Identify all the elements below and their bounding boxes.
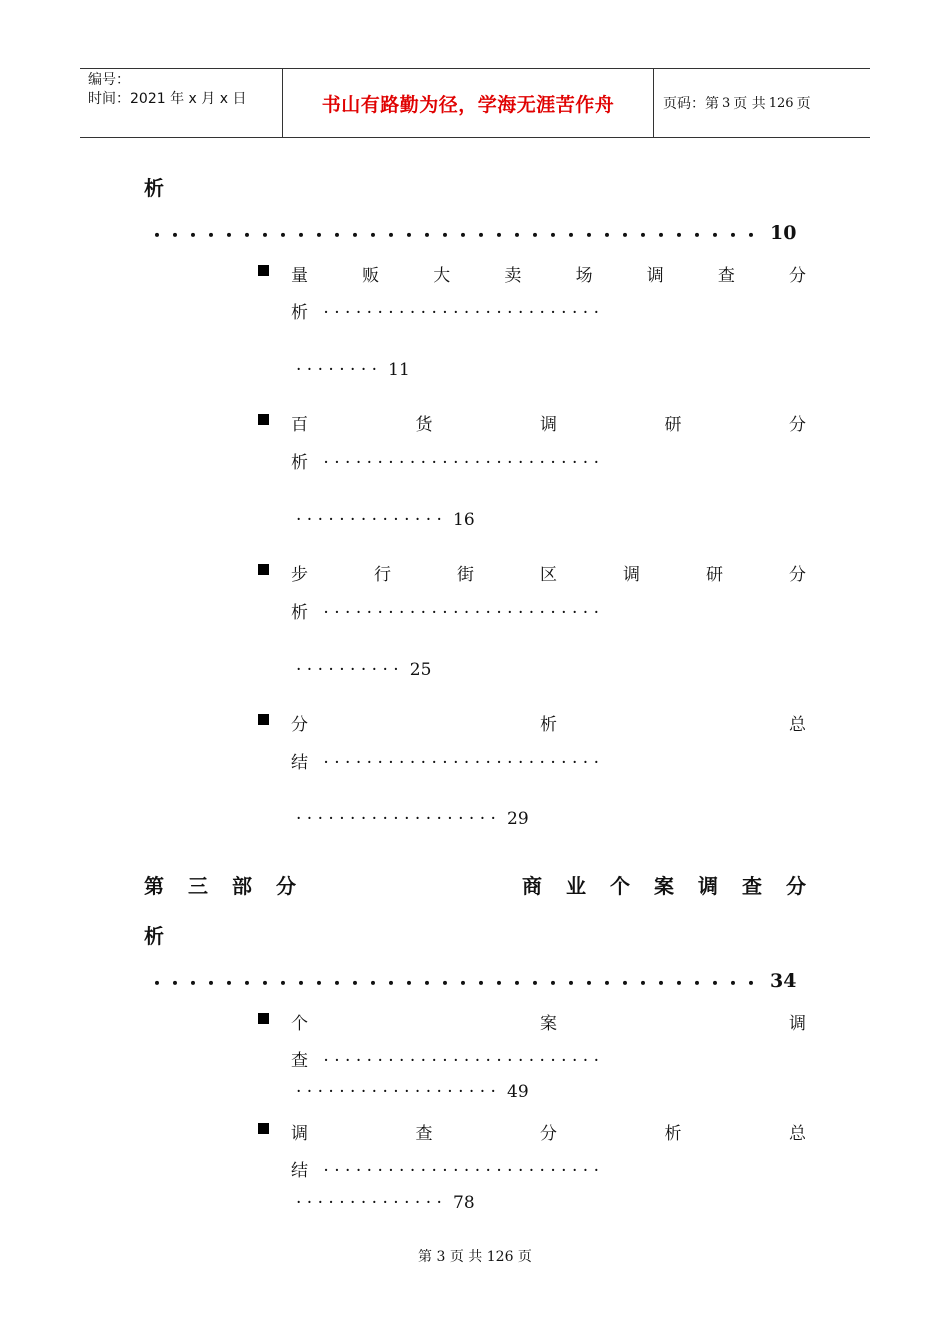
toc-char: 总 — [789, 1124, 806, 1144]
toc-char: 区 — [540, 565, 557, 585]
part3-title — [522, 870, 806, 899]
toc-item-4-line2 — [291, 748, 599, 773]
toc-char: 调 — [646, 266, 664, 286]
toc-char: 第 — [144, 874, 164, 898]
toc-char: 查 — [717, 266, 735, 286]
toc-char: 查 — [415, 1124, 433, 1144]
bullet-icon — [258, 1123, 269, 1134]
toc-char: 分 — [789, 415, 806, 435]
number-label: 编号： — [88, 72, 130, 88]
page-prefix: 页码：第 — [663, 96, 719, 112]
leader-dots: ・・・・・・・・・・・・・・・・・・・・・・・・・・・・・・・・・・ — [148, 226, 760, 247]
toc-char: 案 — [654, 874, 674, 898]
toc-char: 结 — [291, 1161, 308, 1181]
motto-text: 书山有路勤为径，学海无涯苦作舟 — [321, 93, 615, 116]
toc-char: 量 — [291, 266, 308, 286]
toc-char: 部 — [232, 874, 252, 898]
toc-char: 个 — [291, 1014, 308, 1034]
toc-part3-tail: 析 — [144, 924, 164, 948]
toc-item-2-line3 — [296, 510, 475, 530]
toc-char: 卖 — [504, 266, 522, 286]
bullet-icon — [258, 1013, 269, 1024]
toc-char: 调 — [698, 874, 718, 898]
toc-char: 个 — [610, 874, 630, 898]
toc-item-6-line1 — [291, 1119, 806, 1144]
toc-char: 析 — [291, 453, 308, 473]
toc-char: 三 — [188, 874, 208, 898]
leader-dots: · · · · · · · · · · · · · · · · · · · · · · · · · · — [323, 1051, 600, 1071]
page-footer: 第 3 页 共 126 页 — [418, 1249, 532, 1265]
toc-item-1-line3 — [296, 360, 410, 380]
page-suffix: 页 — [796, 96, 811, 112]
toc-char: 行 — [374, 565, 391, 585]
toc-item-1-line2 — [291, 298, 599, 323]
toc-item-5-line1 — [291, 1009, 806, 1034]
toc-char: 析 — [540, 715, 557, 735]
toc-char: 货 — [415, 415, 433, 435]
toc-char: 总 — [789, 715, 806, 735]
toc-char: 百 — [291, 415, 308, 435]
page-value: 3 — [722, 95, 731, 111]
time-text: 时间：2021 年 x 月 x 日 — [88, 91, 247, 107]
toc-char: 分 — [540, 1124, 557, 1144]
toc-char: 贩 — [362, 266, 380, 286]
bullet-icon — [258, 564, 269, 575]
toc-char: 分 — [291, 715, 308, 735]
leader-dots: · · · · · · · · · · · · · · · · · · · · · · · · · · — [323, 453, 600, 473]
toc-char: 分 — [788, 266, 806, 286]
toc-item-6-line2 — [291, 1156, 599, 1181]
toc-char: 查 — [742, 874, 762, 898]
page-mid: 页 共 — [733, 96, 766, 112]
toc-char: 调 — [540, 415, 557, 435]
bullet-icon — [258, 414, 269, 425]
leader-dots: · · · · · · · · · · · · · · · · · · · · · · · · · · — [323, 753, 600, 773]
leader-dots: · · · · · · · · · · — [296, 660, 399, 680]
toc-item-2-line2 — [291, 448, 599, 473]
toc-page-number: 25 — [409, 660, 432, 680]
leader-dots: · · · · · · · · · · · · · · · · · · · · · · · · · · — [323, 603, 600, 623]
toc-char: 步 — [291, 565, 308, 585]
toc-char: 调 — [623, 565, 640, 585]
toc-part3-page: 34 — [770, 970, 797, 992]
header-motto-cell — [282, 69, 654, 137]
toc-part3-leader — [148, 970, 760, 996]
toc-char: 业 — [566, 874, 586, 898]
part3-label — [144, 870, 296, 899]
toc-char: 大 — [433, 266, 451, 286]
toc-char: 案 — [540, 1014, 557, 1034]
leader-dots: · · · · · · · · · · · · · · · · · · · · · · · · · · — [323, 303, 600, 323]
toc-char: 分 — [786, 874, 806, 898]
toc-char: 查 — [291, 1051, 308, 1071]
toc-char: 调 — [291, 1124, 308, 1144]
leader-dots: · · · · · · · · · · · · · · — [296, 510, 442, 530]
toc-page-number: 16 — [453, 510, 475, 530]
toc-item-3-line3 — [296, 660, 431, 680]
toc-char: 研 — [706, 565, 723, 585]
toc-item-4-line3 — [296, 809, 529, 829]
toc-char: 析 — [291, 303, 308, 323]
toc-char: 调 — [789, 1014, 806, 1034]
bullet-icon — [258, 265, 269, 276]
header-page-cell — [654, 69, 870, 137]
toc-item-4-line1 — [291, 710, 806, 735]
toc-item-3-line2 — [291, 598, 599, 623]
toc-item-2-line1 — [291, 410, 806, 435]
page-header — [80, 68, 870, 138]
leader-dots: · · · · · · · · · · · · · · · · · · · — [296, 809, 496, 829]
toc-char: 分 — [789, 565, 806, 585]
toc-char: 分 — [276, 874, 296, 898]
leader-dots: · · · · · · · · · · · · · · — [296, 1193, 442, 1213]
leader-dots: ・・・・・・・・・・・・・・・・・・・・・・・・・・・・・・・・・・ — [148, 974, 760, 995]
header-left-cell — [80, 69, 282, 137]
leader-dots: · · · · · · · · — [296, 360, 378, 380]
toc-part2-tail: 析 — [144, 176, 164, 200]
toc-item-1-line1 — [291, 261, 806, 286]
toc-page-number: 29 — [507, 809, 529, 829]
toc-char: 结 — [291, 753, 308, 773]
toc-char: 商 — [522, 874, 542, 898]
toc-page-number: 78 — [453, 1193, 475, 1213]
toc-char: 研 — [664, 415, 682, 435]
toc-item-3-line1 — [291, 560, 806, 585]
toc-char: 析 — [291, 603, 308, 623]
toc-page-number: 11 — [388, 360, 410, 380]
page-total: 126 — [768, 95, 794, 111]
leader-dots: · · · · · · · · · · · · · · · · · · · · · · · · · · — [323, 1161, 600, 1181]
toc-page-number: 49 — [507, 1082, 529, 1102]
toc-part2-leader — [148, 222, 798, 248]
leader-dots: · · · · · · · · · · · · · · · · · · · — [296, 1082, 496, 1102]
toc-item-5-line3 — [296, 1082, 529, 1102]
toc-part2-page: 10 — [770, 222, 797, 244]
toc-char: 场 — [575, 266, 593, 286]
toc-char: 街 — [457, 565, 474, 585]
toc-part3-heading — [144, 870, 806, 899]
toc-item-6-line3 — [296, 1193, 475, 1213]
toc-char: 析 — [664, 1124, 682, 1144]
bullet-icon — [258, 714, 269, 725]
toc-item-5-line2 — [291, 1046, 599, 1071]
